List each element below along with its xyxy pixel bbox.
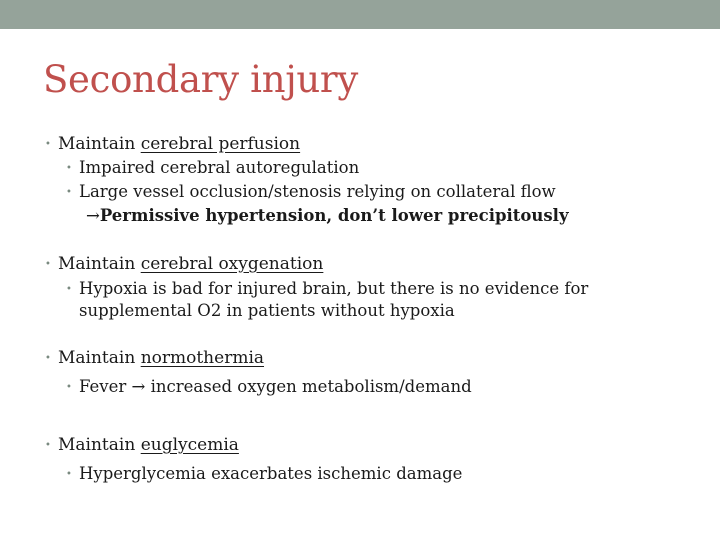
conclusion-permissive-hypertension (86, 206, 569, 225)
key-term-euglycemia: euglycemia (140, 435, 239, 455)
bullet-cerebral-oxygenation (45, 254, 323, 274)
slide-title: Secondary injury (43, 58, 358, 101)
bullet-dot: • (66, 469, 72, 480)
bullet-prefix: Maintain (58, 134, 141, 154)
arrow-icon: → (131, 377, 146, 396)
bullet-euglycemia (45, 435, 239, 455)
bullet-dot: • (45, 259, 51, 270)
conclusion-text: Permissive hypertension, don’t lower precipitously (99, 206, 569, 225)
bullet-prefix: Maintain (58, 348, 141, 368)
sub-bullet-autoregulation (66, 158, 359, 177)
bullet-cerebral-perfusion (45, 134, 300, 154)
header-bar (0, 0, 720, 29)
sub-bullet-text-post: increased oxygen metabolism/demand (145, 377, 472, 396)
bullet-dot: • (66, 163, 72, 174)
arrow-icon: → (86, 206, 100, 225)
sub-bullet-text: Large vessel occlusion/stenosis relying on collateral flow (79, 182, 556, 201)
sub-bullet-hyperglycemia (66, 464, 462, 483)
bullet-normothermia (45, 348, 264, 368)
sub-bullet-text-line1: Hypoxia is bad for injured brain, but there is no evidence for (79, 279, 589, 298)
bullet-dot: • (45, 440, 51, 451)
bullet-prefix: Maintain (58, 435, 141, 455)
sub-bullet-text: Hyperglycemia exacerbates ischemic damage (79, 464, 463, 483)
key-term-cerebral-perfusion: cerebral perfusion (140, 134, 301, 154)
bullet-dot: • (45, 139, 51, 150)
sub-bullet-text: Impaired cerebral autoregulation (79, 158, 360, 177)
sub-bullet-text-line2: supplemental O2 in patients without hypoxia (79, 301, 455, 320)
sub-bullet-hypoxia (66, 278, 606, 321)
sub-bullet-vessel-occlusion (66, 182, 556, 201)
bullet-dot: • (66, 382, 72, 393)
key-term-cerebral-oxygenation: cerebral oxygenation (140, 254, 324, 274)
bullet-dot: • (66, 187, 72, 198)
sub-bullet-text-pre: Fever (79, 377, 132, 396)
bullet-dot: • (45, 353, 51, 364)
key-term-normothermia: normothermia (140, 348, 265, 368)
bullet-dot: • (66, 284, 72, 295)
sub-bullet-fever (66, 377, 472, 396)
bullet-prefix: Maintain (58, 254, 141, 274)
